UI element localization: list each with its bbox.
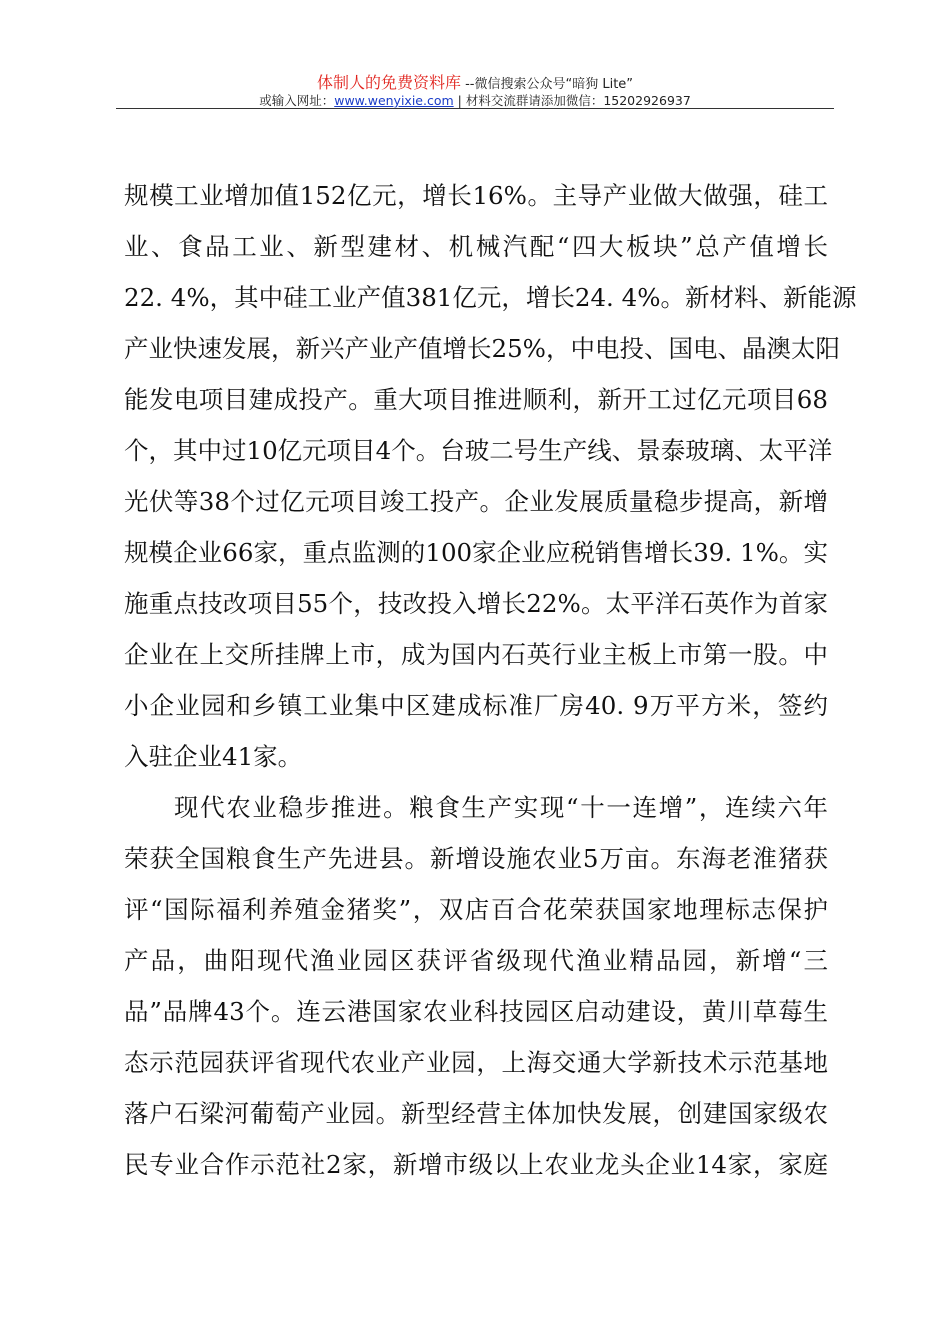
- text-line: 能发电项目建成投产。重大项目推进顺利，新开工过亿元项目68: [124, 385, 828, 414]
- text-line: 施重点技改项目55个，技改投入增长22%。太平洋石英作为首家: [124, 589, 828, 618]
- website-link[interactable]: www.wenyixie.com: [334, 93, 454, 108]
- contact-text: | 材料交流群请添加微信：15202926937: [453, 93, 691, 108]
- text-line: 现代农业稳步推进。粮食生产实现“十一连增”，连续六年: [174, 793, 828, 822]
- header-divider: [116, 108, 834, 109]
- text-line: 产业快速发展，新兴产业产值增长25%，中电投、国电、晶澳太阳: [124, 334, 840, 363]
- text-line: 入驻企业41家。: [124, 742, 303, 771]
- text-line: 个，其中过10亿元项目4个。台玻二号生产线、景泰玻璃、太平洋: [124, 436, 833, 465]
- text-line: 小企业园和乡镇工业集中区建成标准厂房40. 9万平方米，签约: [124, 691, 828, 720]
- text-line: 产品，曲阳现代渔业园区获评省级现代渔业精品园，新增“三: [124, 946, 828, 975]
- header-line-1: [0, 70, 950, 93]
- text-line: 品”品牌43个。连云港国家农业科技园区启动建设，黄川草莓生: [124, 997, 828, 1026]
- text-line: 规模企业66家，重点监测的100家企业应税销售增长39. 1%。实: [124, 538, 828, 567]
- header-line-2: [0, 91, 950, 109]
- text-line: 民专业合作示范社2家，新增市级以上农业龙头企业14家，家庭: [124, 1150, 828, 1179]
- text-line: 规模工业增加值152亿元，增长16%。主导产业做大做强，硅工: [124, 181, 828, 210]
- url-prefix: 或输入网址：: [259, 93, 335, 108]
- text-line: 荣获全国粮食生产先进县。新增设施农业5万亩。东海老淮猪获: [124, 844, 828, 873]
- text-line: 企业在上交所挂牌上市，成为国内石英行业主板上市第一股。中: [124, 640, 828, 669]
- brand-text: 体制人的免费资料库: [316, 73, 461, 92]
- text-line: 落户石梁河葡萄产业园。新型经营主体加快发展，创建国家级农: [124, 1099, 828, 1128]
- text-line: 评“国际福利养殖金猪奖”，双店百合花荣获国家地理标志保护: [124, 895, 828, 924]
- tagline-text: --微信搜索公众号“暗狗 Lite”: [460, 77, 634, 92]
- text-line: 光伏等38个过亿元项目竣工投产。企业发展质量稳步提高，新增: [124, 487, 828, 516]
- text-line: 业、食品工业、新型建材、机械汽配“四大板块”总产值增长: [124, 232, 828, 261]
- text-line: 态示范园获评省现代农业产业园，上海交通大学新技术示范基地: [124, 1048, 828, 1077]
- text-line: 22. 4%，其中硅工业产值381亿元，增长24. 4%。新材料、新能源: [124, 283, 857, 312]
- document-body: [124, 178, 857, 1198]
